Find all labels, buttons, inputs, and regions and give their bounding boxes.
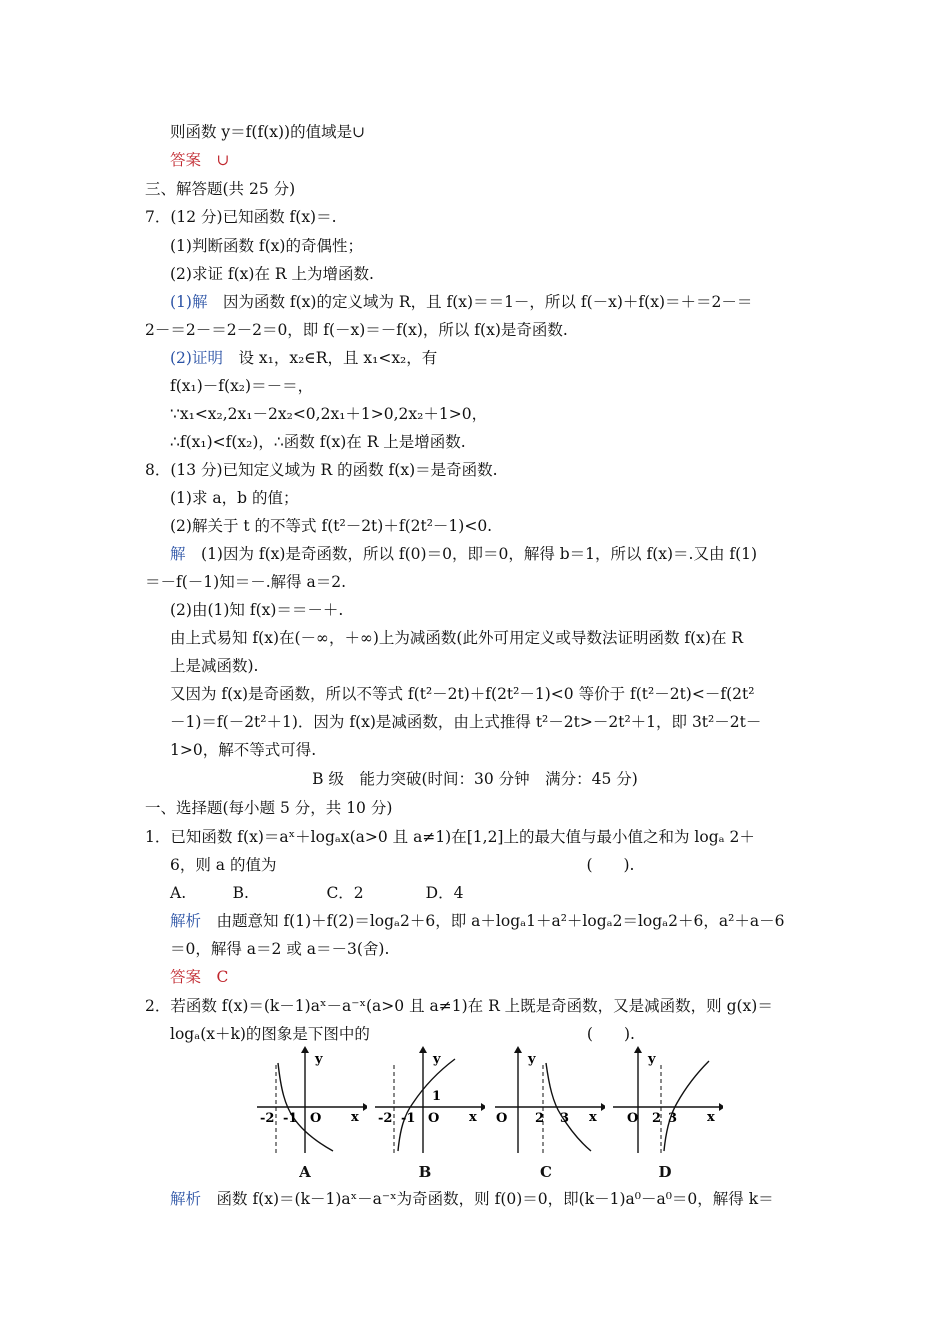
origin-label: O xyxy=(627,1111,639,1126)
problem-7: 7．(12 分)已知函数 f(x)＝. xyxy=(145,208,337,226)
line-4: (1)判断函数 f(x)的奇偶性； xyxy=(170,237,363,255)
line-18: 由上式易知 f(x)在(－∞，＋∞)上为减函数(此外可用定义或导数法证明函数 f(x)在 R xyxy=(170,629,744,647)
tick-label: -2 xyxy=(260,1111,275,1126)
answer-c: 答案 C xyxy=(170,968,229,986)
caption-d: D xyxy=(658,1163,672,1181)
level-b-heading: B 级 能力突破(时间：30 分钟 满分：45 分) xyxy=(312,770,638,788)
tick-label: -2 xyxy=(378,1111,393,1126)
line-17: (2)由(1)知 f(x)＝＝－＋. xyxy=(170,601,344,619)
line-9: f(x₁)－f(x₂)＝－＝， xyxy=(170,377,314,395)
line-32: logₐ(x＋k)的图象是下图中的 ( ). xyxy=(170,1025,635,1043)
axis-y-label: y xyxy=(528,1052,536,1067)
choice-section-heading: 一、选择题(每小题 5 分，共 10 分) xyxy=(145,799,393,817)
tick-label: -1 xyxy=(401,1111,416,1126)
line-6: (1)解 因为函数 f(x)的定义域为 R，且 f(x)＝＝1－，所以 f(－x)＋f(x)＝＋＝2－＝ xyxy=(170,293,753,311)
line-26: 6，则 a 的值为 ( ). xyxy=(170,856,635,874)
graph-choices xyxy=(255,1045,725,1180)
tick-label: 3 xyxy=(668,1111,678,1126)
graph-d xyxy=(611,1045,723,1157)
problem-2: 2．若函数 f(x)＝(k－1)aˣ－a⁻ˣ(a>0 且 a≠1)在 R 上既是奇函数，又是减函数，则 g(x)＝ xyxy=(145,997,773,1015)
line-14: (2)解关于 t 的不等式 f(t²－2t)＋f(2t²－1)<0. xyxy=(170,517,493,535)
choice-options: A. B. C．2 D．4 xyxy=(170,884,464,902)
tick-label: 2 xyxy=(535,1111,545,1126)
axis-x-label: x xyxy=(351,1110,359,1125)
section-heading: 三、解答题(共 25 分) xyxy=(145,180,296,198)
line-0: 则函数 y＝f(f(x))的值域是∪ xyxy=(170,123,366,141)
line-19: 上是减函数). xyxy=(170,657,259,675)
axis-y-label: y xyxy=(648,1052,656,1067)
axis-x-label: x xyxy=(469,1110,477,1125)
answer-line: 答案 ∪ xyxy=(170,151,230,169)
tick-label: -1 xyxy=(283,1111,298,1126)
line-29: ＝0，解得 a＝2 或 a＝－3(舍). xyxy=(170,940,390,958)
graph-c xyxy=(493,1045,605,1157)
origin-label: O xyxy=(496,1111,508,1126)
line-28: 解析 由题意知 f(1)＋f(2)＝logₐ2＋6，即 a＋logₐ1＋a²＋logₐ2＝logₐ2＋6，a²＋a－6 xyxy=(170,912,785,930)
origin-label: O xyxy=(310,1111,322,1126)
axis-y-label: y xyxy=(433,1052,441,1067)
line-5: (2)求证 f(x)在 R 上为增函数. xyxy=(170,265,374,283)
graph-b xyxy=(373,1045,485,1157)
tick-label: 1 xyxy=(432,1089,442,1104)
line-22: 1>0，解不等式可得. xyxy=(170,741,317,759)
axis-y-label: y xyxy=(315,1052,323,1067)
axis-x-label: x xyxy=(707,1110,715,1125)
caption-b: B xyxy=(418,1163,432,1181)
line-8: (2)证明 设 x₁，x₂∈R，且 x₁<x₂，有 xyxy=(170,349,438,367)
solution-label: 解析 xyxy=(170,912,202,930)
solution-label: 解析 xyxy=(170,1190,202,1208)
solution-label: (2)证明 xyxy=(170,349,223,367)
problem-8: 8．(13 分)已知定义域为 R 的函数 f(x)＝是奇函数. xyxy=(145,461,498,479)
caption-c: C xyxy=(540,1163,552,1181)
tick-label: 3 xyxy=(560,1111,570,1126)
axis-x-label: x xyxy=(589,1110,597,1125)
caption-a: A xyxy=(299,1163,311,1181)
line-10: ∵x₁<x₂,2x₁－2x₂<0,2x₁＋1>0,2x₂＋1>0， xyxy=(170,405,488,423)
graph-a xyxy=(255,1045,367,1157)
line-7: 2－＝2－＝2－2＝0，即 f(－x)＝－f(x)，所以 f(x)是奇函数. xyxy=(145,321,568,339)
line-16: ＝－f(－1)知＝－.解得 a＝2. xyxy=(145,573,347,591)
solution-label: (1)解 xyxy=(170,293,208,311)
line-21: －1)＝f(－2t²＋1)．因为 f(x)是减函数，由上式推得 t²－2t>－2t²＋1，即 3t²－2t－ xyxy=(170,713,762,731)
line-13: (1)求 a，b 的值； xyxy=(170,489,299,507)
line-20: 又因为 f(x)是奇函数，所以不等式 f(t²－2t)＋f(2t²－1)<0 等价于 f(t²－2t)<－f(2t² xyxy=(170,685,755,703)
problem-1: 1．已知函数 f(x)＝aˣ＋logₐx(a>0 且 a≠1)在[1,2]上的最大值与最小值之和为 logₐ 2＋ xyxy=(145,828,755,846)
line-11: ∴f(x₁)<f(x₂)，∴函数 f(x)在 R 上是增函数. xyxy=(170,433,466,451)
line-33: 解析 函数 f(x)＝(k－1)aˣ－a⁻ˣ为奇函数，则 f(0)＝0，即(k－1)a⁰－a⁰＝0，解得 k＝ xyxy=(170,1190,774,1208)
origin-label: O xyxy=(428,1111,440,1126)
line-15: 解 (1)因为 f(x)是奇函数，所以 f(0)＝0，即＝0，解得 b＝1，所以 f(x)＝.又由 f(1) xyxy=(170,545,758,563)
solution-label: 解 xyxy=(170,545,186,563)
tick-label: 2 xyxy=(652,1111,662,1126)
